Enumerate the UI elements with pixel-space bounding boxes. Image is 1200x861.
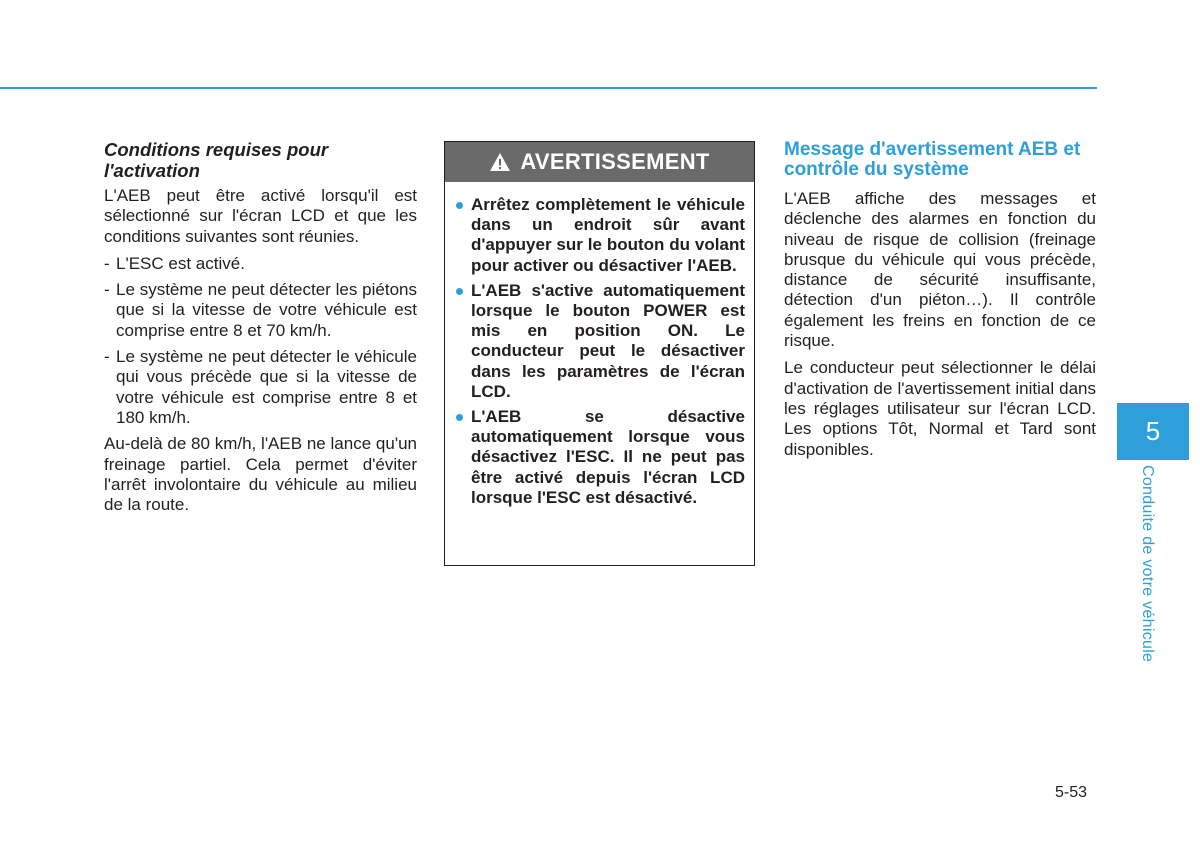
warning-box: [444, 141, 755, 566]
warning-list: [445, 182, 754, 508]
condition-text: Le système ne peut détecter le véhicule qui vous précède que si la vitesse de votre véhicule est comprise entre 8 et 180 km/h.: [116, 347, 417, 427]
outro-paragraph: Au-delà de 80 km/h, l'AEB ne lance qu'un freinage partiel. Cela permet d'éviter l'arrêt involontaire du véhicule au milieu de la route.: [104, 434, 417, 515]
warning-item: [454, 195, 745, 276]
dash-marker: -: [104, 253, 110, 273]
warning-triangle-icon: [489, 152, 511, 172]
warning-title: AVERTISSEMENT: [520, 149, 710, 174]
bullet-icon: [456, 414, 463, 421]
dash-marker: -: [104, 347, 110, 367]
warning-item-text: L'AEB s'active automatiquement lorsque le bouton POWER est mis en position ON. Le conducteur peut le désactiver dans les paramètres de l'écran LCD.: [471, 280, 745, 401]
intro-paragraph: L'AEB peut être activé lorsqu'il est sélectionné sur l'écran LCD et que les conditions suivantes sont réunies.: [104, 186, 417, 246]
page-number: 5-53: [1055, 784, 1088, 801]
warning-item: [454, 281, 745, 402]
bullet-icon: [456, 288, 463, 295]
left-column: [104, 139, 417, 522]
body-paragraph: L'AEB affiche des messages et déclenche des alarmes en fonction du niveau de risque de collision (freinage brusque du véhicule qui vous précède, distance de sécurité insuffisante, détection d'un piéton…). Il contrôle également les freins en fonction de ce risque.: [784, 189, 1096, 351]
warning-item-text: Arrêtez complètement le véhicule dans un endroit sûr avant d'appuyer sur le bouton du volant pour activer ou désactiver l'AEB.: [471, 195, 745, 275]
list-item: [104, 254, 417, 274]
section-subheading: Conditions requises pour l'activation: [104, 139, 329, 181]
list-item: [104, 347, 417, 428]
chapter-tab: 5: [1117, 403, 1189, 460]
section-heading: Message d'avertissement AEB et contrôle du système: [784, 139, 1081, 180]
right-column: [784, 140, 1096, 467]
bullet-icon: [456, 202, 463, 209]
dash-marker: -: [104, 280, 110, 300]
body-paragraph: Le conducteur peut sélectionner le délai d'activation de l'avertissement initial dans les réglages utilisateur sur l'écran LCD. Les options Tôt, Normal et Tard sont disponibles.: [784, 358, 1096, 459]
list-item: [104, 280, 417, 341]
condition-text: L'ESC est activé.: [116, 253, 245, 273]
chapter-label: Conduite de votre véhicule: [1139, 465, 1156, 663]
warning-item: [454, 407, 745, 508]
warning-item-text: L'AEB se désactive automatiquement lorsque vous désactivez l'ESC. Il ne peut pas être activé depuis l'écran LCD lorsque l'ESC est désactivé.: [471, 407, 745, 507]
warning-header: [445, 142, 754, 182]
header-rule: [0, 87, 1097, 89]
condition-text: Le système ne peut détecter les piétons que si la vitesse de votre véhicule est comprise entre 8 et 70 km/h.: [116, 280, 417, 340]
